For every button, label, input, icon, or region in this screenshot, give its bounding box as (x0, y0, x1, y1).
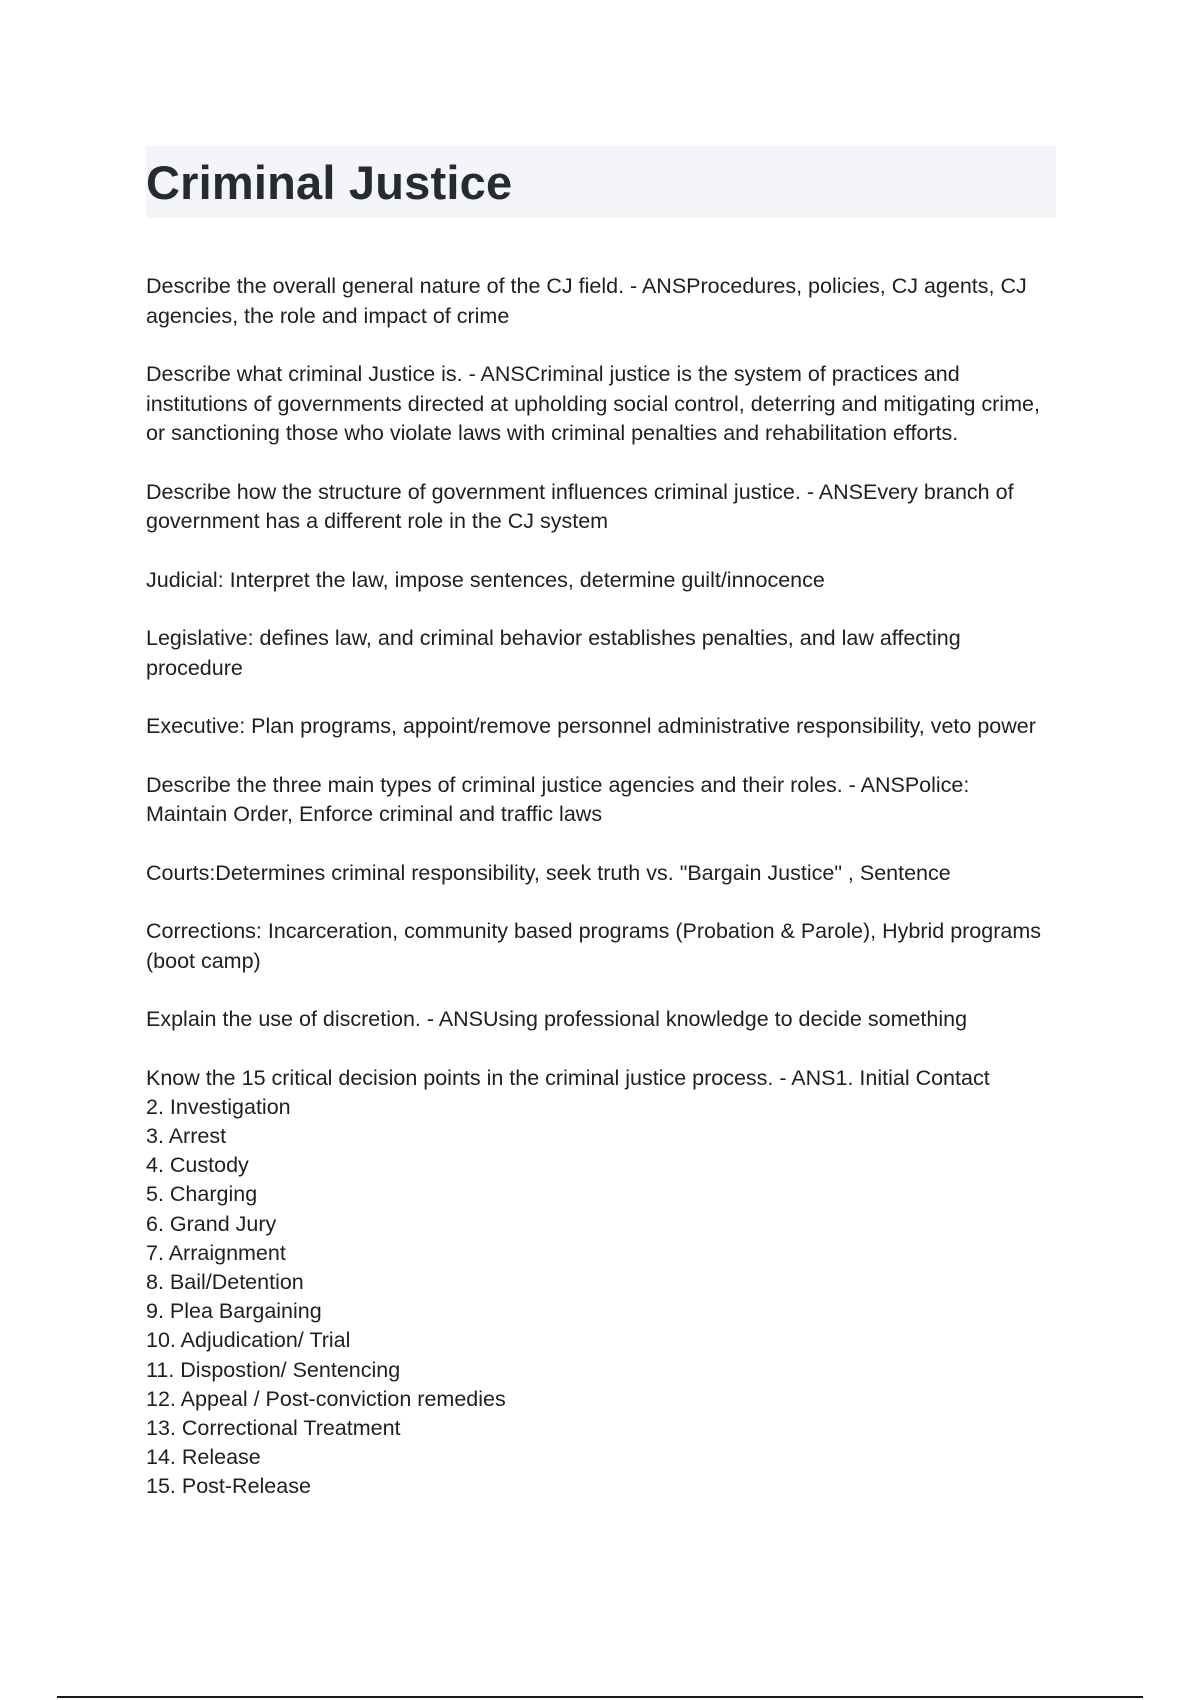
paragraph-corrections: Corrections: Incarceration, community based programs (Probation & Parole), Hybrid programs (boot camp) (146, 919, 1047, 973)
document-content (146, 272, 1056, 1502)
list-item: 10. Adjudication/ Trial (146, 1328, 351, 1353)
paragraph-executive: Executive: Plan programs, appoint/remove personnel administrative responsibility, veto power (146, 714, 1036, 738)
footer-divider (57, 1696, 1143, 1698)
paragraph-judicial: Judicial: Interpret the law, impose sentences, determine guilt/innocence (146, 567, 825, 592)
document-page (146, 146, 1056, 1502)
paragraph-courts: Courts:Determines criminal responsibility, seek truth vs. "Bargain Justice" , Sentence (146, 860, 951, 885)
list-item: 12. Appeal / Post-conviction remedies (146, 1386, 506, 1411)
paragraph-cj-definition: Describe what criminal Justice is. - ANSCriminal justice is the system of practices and institutions of governments directed at upholding social control, deterring and mitigating crime, or sanctioning those who violate laws with criminal penalties and rehabilitation efforts. (146, 362, 1046, 445)
decision-points-list (146, 1064, 1056, 1502)
list-item: 14. Release (146, 1445, 261, 1470)
paragraph-agencies-police: Describe the three main types of criminal justice agencies and their roles. - ANSPolice: Maintain Order, Enforce criminal and traffic laws (146, 772, 976, 826)
paragraph-discretion: Explain the use of discretion. - ANSUsing professional knowledge to decide something (146, 1007, 968, 1031)
list-item: 9. Plea Bargaining (146, 1299, 322, 1324)
list-item: Know the 15 critical decision points in the criminal justice process. - ANS1. Initial Contact (146, 1065, 990, 1090)
paragraph-government-structure: Describe how the structure of government influences criminal justice. - ANSEvery branch of government has a different role in the CJ system (146, 479, 1020, 533)
list-item: 15. Post-Release (146, 1474, 311, 1499)
list-item: 5. Charging (146, 1182, 258, 1207)
list-item: 13. Correctional Treatment (146, 1415, 401, 1440)
list-item: 2. Investigation (146, 1094, 291, 1119)
list-item: 6. Grand Jury (146, 1211, 277, 1236)
title-block (146, 146, 1056, 218)
document-title: Criminal Justice (146, 155, 513, 209)
list-item: 11. Dispostion/ Sentencing (146, 1357, 401, 1382)
list-item: 8. Bail/Detention (146, 1269, 304, 1294)
list-item: 3. Arrest (146, 1123, 227, 1148)
list-item: 4. Custody (146, 1153, 249, 1178)
paragraph-legislative: Legislative: defines law, and criminal behavior establishes penalties, and law affecting procedure (146, 626, 967, 680)
paragraph-cj-field-nature: Describe the overall general nature of the CJ field. - ANSProcedures, policies, CJ agents, CJ agencies, the role and impact of crime (146, 274, 1033, 328)
list-item: 7. Arraignment (146, 1240, 286, 1265)
